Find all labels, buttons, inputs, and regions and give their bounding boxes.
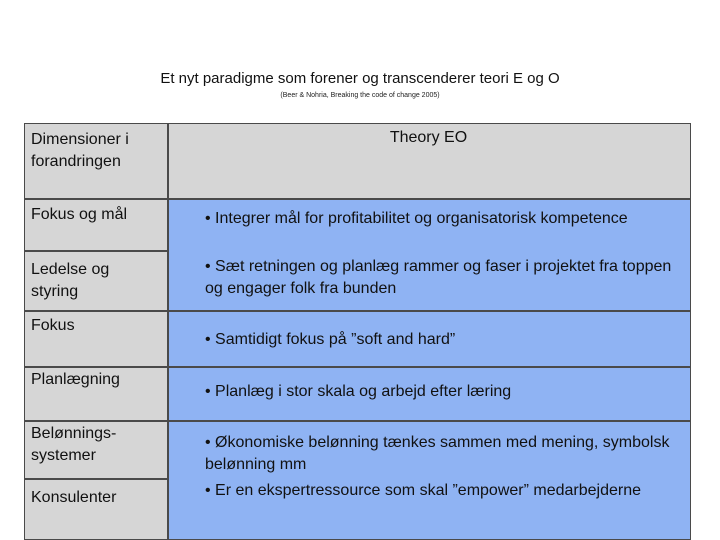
row-label: Konsulenter (31, 489, 117, 506)
row-label: Ledelse og styring (31, 261, 110, 300)
header-theory-label: Theory EO (389, 129, 468, 146)
bullet-text: • Økonomiske belønning tænkes sammen med mening, symbolsk belønning mm (205, 434, 670, 473)
bullet-text: • Integrer mål for profitabilitet og organisatorisk kompetence (205, 210, 628, 227)
row-label: Fokus og mål (31, 206, 128, 223)
bullet-text: • Samtidigt fokus på ”soft and hard” (205, 331, 456, 348)
bullet-text: • Er en ekspertressource som skal ”empower” medarbejderne (205, 482, 641, 499)
row-label: Planlægning (31, 371, 120, 388)
row-label: Fokus (31, 317, 75, 334)
slide-subtitle: (Beer & Nohria, Breaking the code of change 2005) (280, 92, 440, 99)
header-dimension-label: Dimensioner i forandringen (31, 131, 129, 170)
row-label: Belønnings-systemer (31, 425, 117, 464)
slide-title: Et nyt paradigme som forener og transcenderer teori E og O (160, 70, 560, 87)
bullet-text: • Sæt retningen og planlæg rammer og faser i projektet fra toppen og engager folk fra bunden (205, 258, 672, 297)
comparison-table (24, 123, 691, 540)
bullet-text: • Planlæg i stor skala og arbejd efter læring (205, 383, 512, 400)
